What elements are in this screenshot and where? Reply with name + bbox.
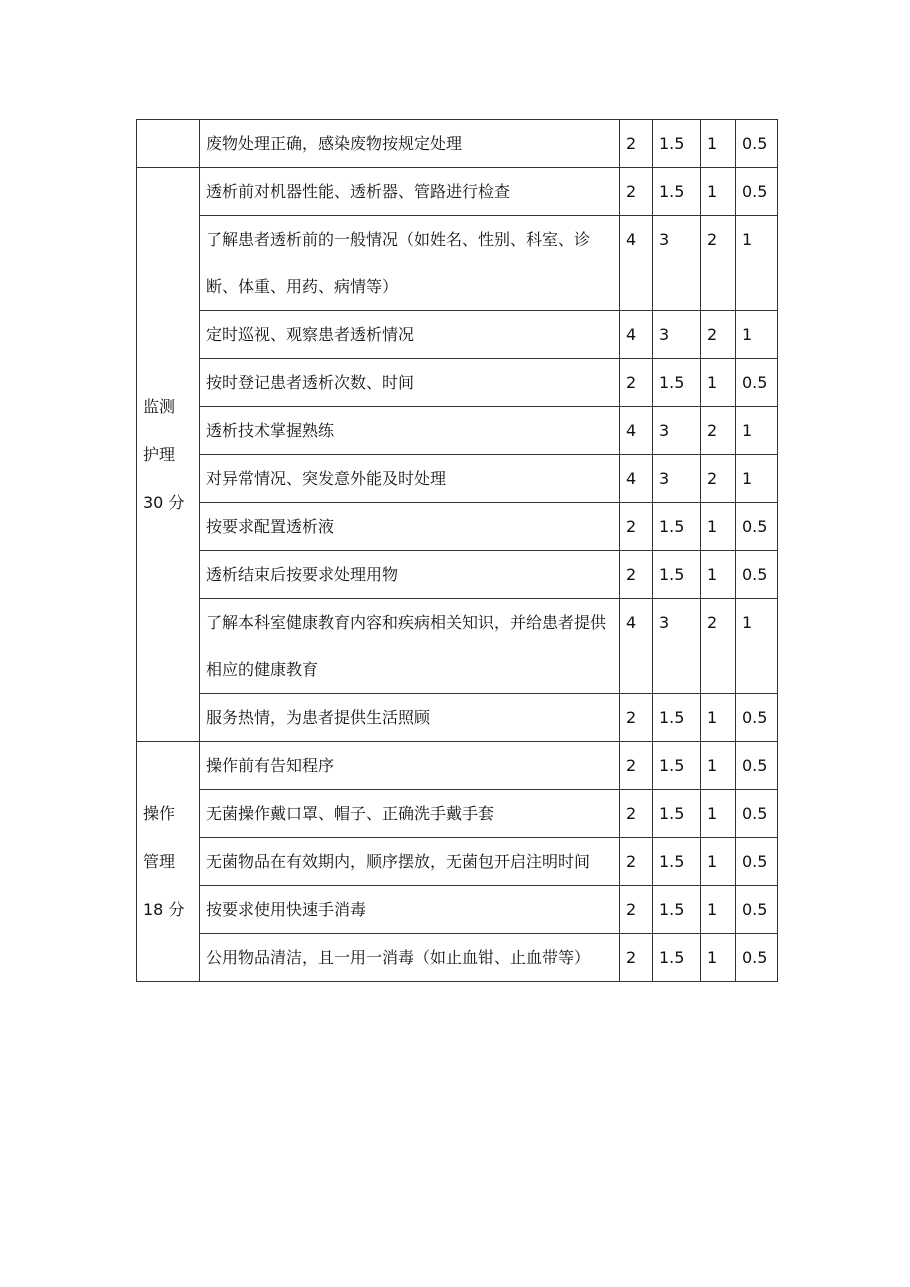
- score-cell: 1: [736, 407, 778, 455]
- score-cell: 0.5: [736, 742, 778, 790]
- item-cell: 了解本科室健康教育内容和疾病相关知识，并给患者提供相应的健康教育: [200, 599, 620, 694]
- score-cell: 2: [701, 407, 736, 455]
- score-cell: 1: [736, 455, 778, 503]
- score-cell: 3: [653, 455, 701, 503]
- score-cell: 3: [653, 599, 701, 694]
- item-cell: 服务热情，为患者提供生活照顾: [200, 694, 620, 742]
- category-line: 30 分: [143, 492, 185, 512]
- score-cell: 0.5: [736, 503, 778, 551]
- score-cell: 1.5: [653, 790, 701, 838]
- item-cell: 废物处理正确，感染废物按规定处理: [200, 120, 620, 168]
- table-row: [137, 599, 778, 694]
- score-cell: 4: [620, 407, 653, 455]
- item-cell: 公用物品清洁，且一用一消毒（如止血钳、止血带等）: [200, 934, 620, 982]
- score-cell: 2: [620, 694, 653, 742]
- score-cell: 1: [701, 934, 736, 982]
- score-cell: 1.5: [653, 168, 701, 216]
- item-cell: 无菌操作戴口罩、帽子、正确洗手戴手套: [200, 790, 620, 838]
- score-cell: 1.5: [653, 359, 701, 407]
- score-cell: 0.5: [736, 120, 778, 168]
- category-line: 监测: [143, 396, 176, 416]
- item-cell: 了解患者透析前的一般情况（如姓名、性别、科室、诊断、体重、用药、病情等）: [200, 216, 620, 311]
- score-cell: 4: [620, 599, 653, 694]
- score-cell: 0.5: [736, 934, 778, 982]
- table-row: [137, 216, 778, 311]
- score-cell: 2: [620, 934, 653, 982]
- score-cell: 0.5: [736, 168, 778, 216]
- score-cell: 2: [701, 216, 736, 311]
- score-cell: 1: [736, 311, 778, 359]
- score-cell: 2: [620, 838, 653, 886]
- score-cell: 0.5: [736, 694, 778, 742]
- score-cell: 0.5: [736, 838, 778, 886]
- score-cell: 1: [736, 216, 778, 311]
- table-row: [137, 742, 778, 790]
- score-cell: 1: [701, 168, 736, 216]
- score-cell: 1.5: [653, 551, 701, 599]
- table-row: [137, 886, 778, 934]
- score-cell: 0.5: [736, 359, 778, 407]
- score-cell: 1.5: [653, 934, 701, 982]
- score-cell: 0.5: [736, 886, 778, 934]
- score-cell: 1.5: [653, 503, 701, 551]
- table-row: [137, 455, 778, 503]
- item-cell: 透析技术掌握熟练: [200, 407, 620, 455]
- category-cell: [137, 120, 200, 168]
- table-row: [137, 311, 778, 359]
- table-row: [137, 790, 778, 838]
- table-row: [137, 407, 778, 455]
- table-row: [137, 838, 778, 886]
- item-cell: 按要求配置透析液: [200, 503, 620, 551]
- table-row: [137, 551, 778, 599]
- table-row: [137, 934, 778, 982]
- category-cell: [137, 168, 200, 742]
- score-cell: 1: [701, 551, 736, 599]
- score-cell: 0.5: [736, 551, 778, 599]
- score-cell: 2: [620, 120, 653, 168]
- item-cell: 操作前有告知程序: [200, 742, 620, 790]
- score-cell: 4: [620, 216, 653, 311]
- category-line: 管理: [143, 851, 176, 871]
- score-cell: 2: [620, 886, 653, 934]
- table-row: [137, 359, 778, 407]
- table-row: [137, 168, 778, 216]
- score-cell: 0.5: [736, 790, 778, 838]
- category-line: 操作: [143, 803, 176, 823]
- score-cell: 3: [653, 216, 701, 311]
- item-cell: 按时登记患者透析次数、时间: [200, 359, 620, 407]
- item-cell: 透析前对机器性能、透析器、管路进行检查: [200, 168, 620, 216]
- category-line: 18 分: [143, 899, 185, 919]
- score-cell: 1.5: [653, 742, 701, 790]
- item-cell: 定时巡视、观察患者透析情况: [200, 311, 620, 359]
- score-cell: 2: [701, 455, 736, 503]
- table-row: [137, 503, 778, 551]
- score-cell: 1: [701, 694, 736, 742]
- score-cell: 1: [701, 790, 736, 838]
- score-cell: 1: [701, 503, 736, 551]
- scoring-table: [136, 119, 778, 982]
- score-cell: 1.5: [653, 886, 701, 934]
- score-cell: 2: [620, 790, 653, 838]
- table-body: [137, 120, 778, 982]
- score-cell: 3: [653, 311, 701, 359]
- table-row: [137, 694, 778, 742]
- score-cell: 4: [620, 455, 653, 503]
- item-cell: 对异常情况、突发意外能及时处理: [200, 455, 620, 503]
- score-cell: 2: [620, 503, 653, 551]
- item-cell: 无菌物品在有效期内，顺序摆放，无菌包开启注明时间: [200, 838, 620, 886]
- category-cell: [137, 742, 200, 982]
- score-cell: 2: [701, 311, 736, 359]
- item-cell: 按要求使用快速手消毒: [200, 886, 620, 934]
- score-cell: 2: [620, 742, 653, 790]
- item-cell: 透析结束后按要求处理用物: [200, 551, 620, 599]
- category-line: 护理: [143, 444, 176, 464]
- score-cell: 1: [701, 120, 736, 168]
- score-cell: 2: [620, 551, 653, 599]
- score-cell: 2: [701, 599, 736, 694]
- score-cell: 1: [701, 359, 736, 407]
- table-row: [137, 120, 778, 168]
- score-cell: 1: [701, 838, 736, 886]
- score-cell: 4: [620, 311, 653, 359]
- score-cell: 1.5: [653, 694, 701, 742]
- score-cell: 1: [701, 742, 736, 790]
- score-cell: 2: [620, 168, 653, 216]
- score-cell: 1: [736, 599, 778, 694]
- score-cell: 1.5: [653, 838, 701, 886]
- score-cell: 1.5: [653, 120, 701, 168]
- score-cell: 3: [653, 407, 701, 455]
- score-cell: 1: [701, 886, 736, 934]
- score-cell: 2: [620, 359, 653, 407]
